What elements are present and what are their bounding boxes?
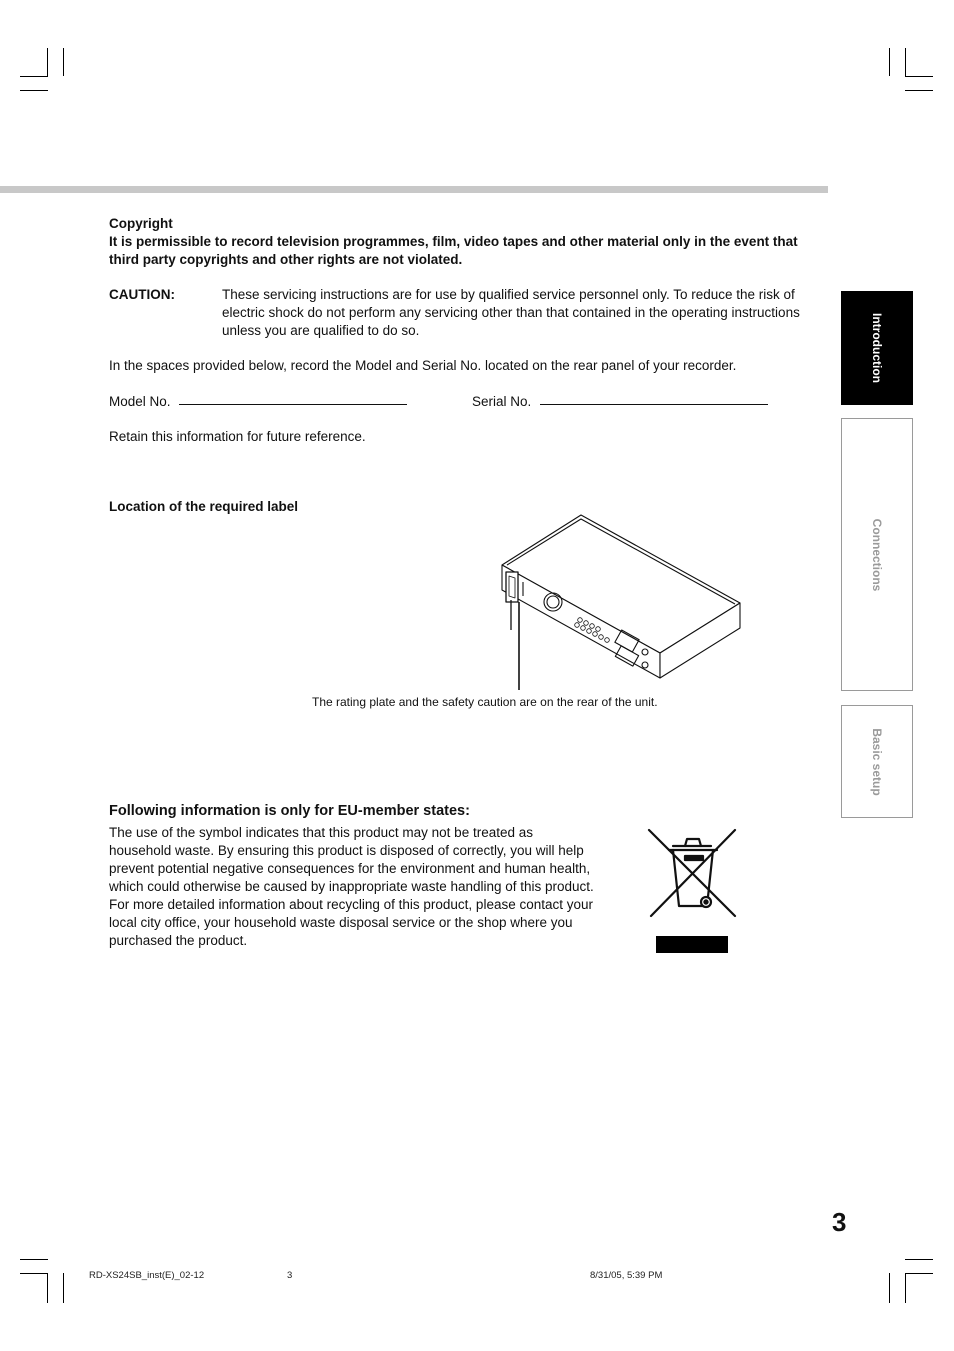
tab-basic-setup[interactable] <box>841 705 913 818</box>
crop-mark <box>889 1273 890 1303</box>
serial-label: Serial No. <box>472 394 532 409</box>
serial-number-field[interactable] <box>540 404 768 405</box>
footer-timestamp: 8/31/05, 5:39 PM <box>590 1270 663 1281</box>
crop-mark <box>905 76 933 77</box>
crop-mark <box>889 48 890 76</box>
label-location-heading: Location of the required label <box>109 499 299 514</box>
crop-mark <box>20 90 48 91</box>
model-number-field[interactable] <box>179 404 407 405</box>
tab-connections[interactable] <box>841 418 913 691</box>
crop-mark <box>20 76 48 77</box>
copyright-heading: Copyright <box>109 216 173 231</box>
crop-mark <box>905 90 933 91</box>
footer-page: 3 <box>287 1270 293 1281</box>
crop-mark <box>905 1273 933 1274</box>
crop-mark <box>20 1259 48 1260</box>
eu-text: The use of the symbol indicates that this product may not be treated as household waste. By ensuring this product is disposed of correctly, you will help prevent potential negative consequences for the environment and human health, which could otherwise be caused by inappropriate waste handling of this product. For more detailed information about recycling of this product, please contact your local city office, your household waste disposal service or the shop where you purchased the product. <box>109 825 594 948</box>
crop-mark <box>905 1259 933 1260</box>
crop-mark <box>47 1273 48 1303</box>
tab-connections-label: Connections <box>870 518 884 591</box>
eu-heading: Following information is only for EU-member states: <box>109 803 470 819</box>
copyright-text: It is permissible to record television programmes, film, video tapes and other material only in the event that third party copyrights and other rights are not violated. <box>109 234 798 267</box>
page-number: 3 <box>832 1207 847 1237</box>
crop-mark <box>905 48 906 76</box>
crop-mark <box>905 1273 906 1303</box>
record-instruction: In the spaces provided below, record the Model and Serial No. located on the rear panel of your recorder. <box>109 358 737 373</box>
tab-introduction[interactable] <box>841 291 913 405</box>
crop-mark <box>63 1273 64 1303</box>
crop-mark <box>47 48 48 76</box>
model-label: Model No. <box>109 394 171 409</box>
caution-text: These servicing instructions are for use by qualified service personnel only. To reduce the risk of electric shock do not perform any servicing other than that contained in the operating instructions unless you are qualified to do so. <box>222 287 800 338</box>
tab-basic-setup-label: Basic setup <box>870 727 884 796</box>
tab-introduction-label: Introduction <box>870 313 884 383</box>
crop-mark <box>63 48 64 76</box>
recorder-illustration <box>495 510 750 690</box>
label-caption: The rating plate and the safety caution are on the rear of the unit. <box>312 695 658 709</box>
caution-label: CAUTION: <box>109 287 175 302</box>
footer-file: RD-XS24SB_inst(E)_02-12 <box>89 1270 205 1281</box>
weee-crossed-bin-icon <box>645 826 740 956</box>
header-bar <box>0 186 828 193</box>
crop-mark <box>20 1273 48 1274</box>
retain-note: Retain this information for future reference. <box>109 429 366 444</box>
